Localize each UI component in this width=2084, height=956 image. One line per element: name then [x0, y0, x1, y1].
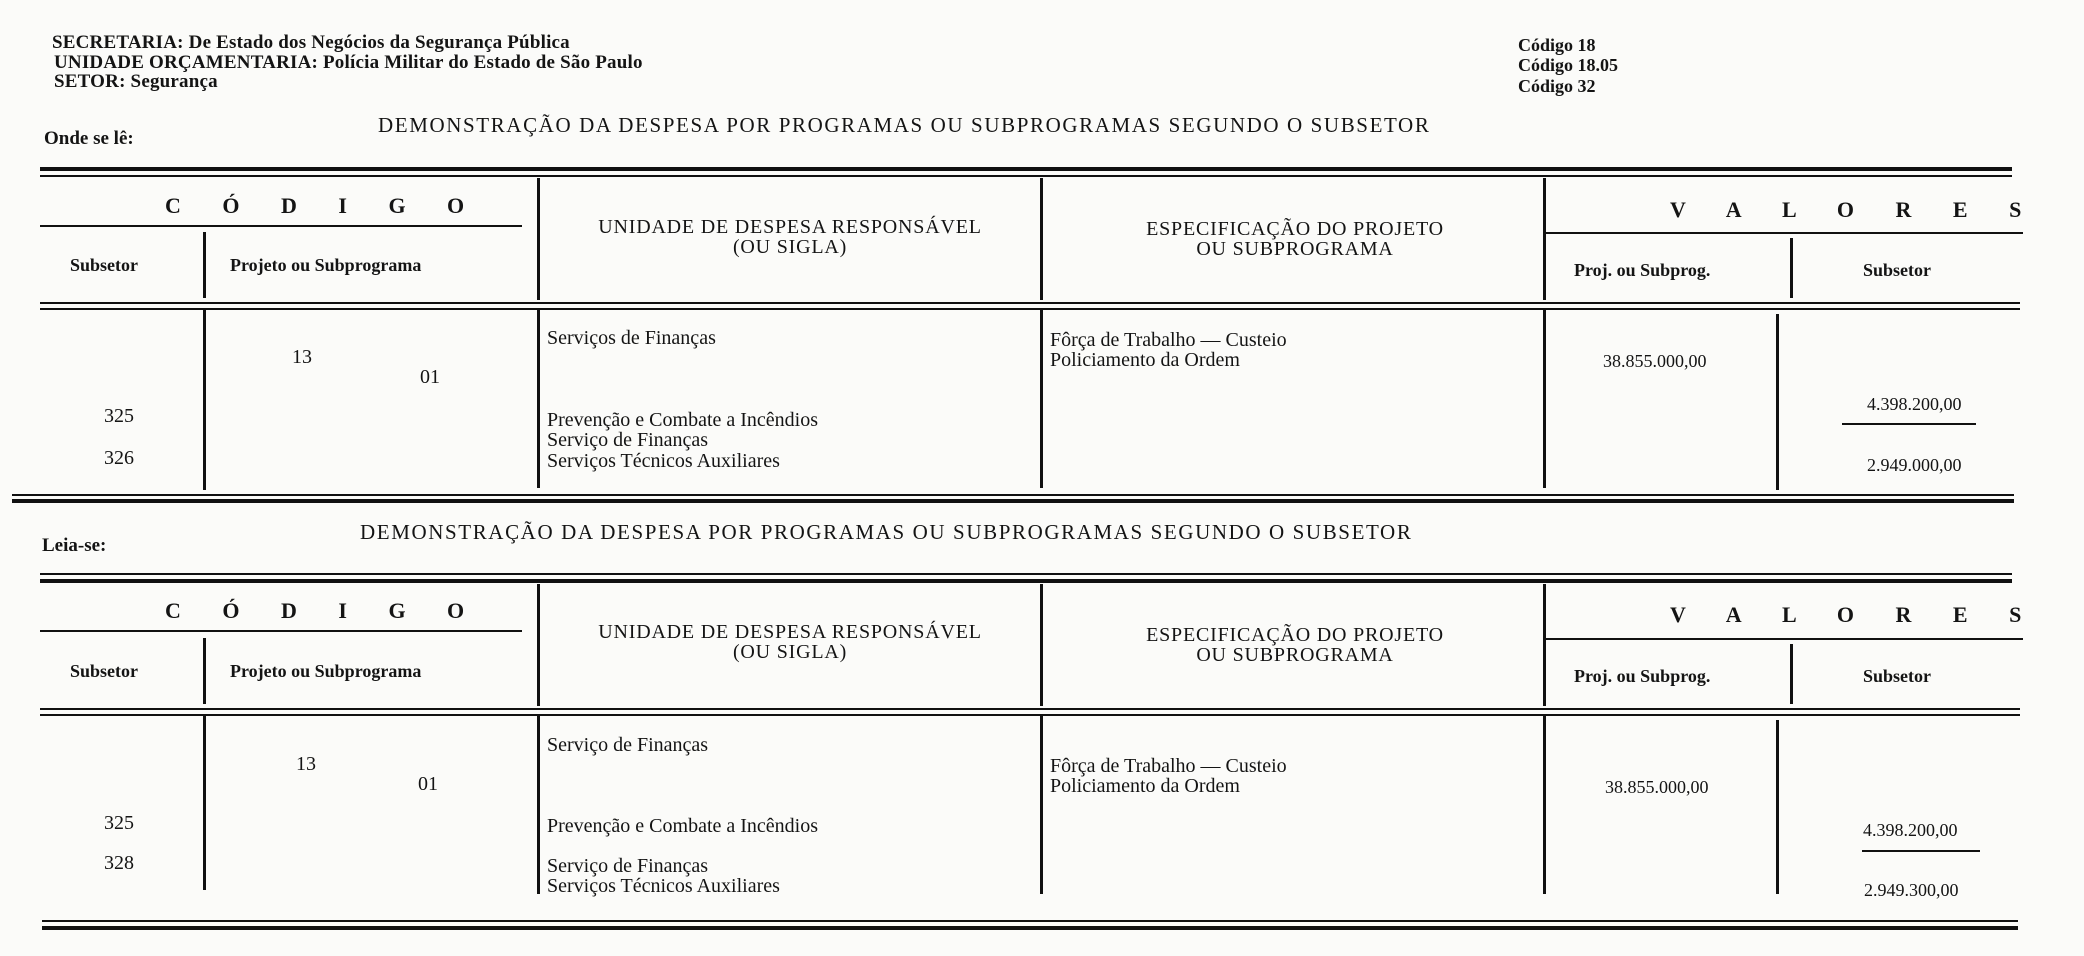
section2-valores-header: V A L O R E S — [1670, 602, 2040, 627]
section2-vline-valores-header — [1543, 584, 1546, 706]
section2-unidade-header: UNIDADE DE DESPESA RESPONSÁVEL (OU SIGLA) — [598, 621, 982, 663]
section2-vline-unidade-header — [537, 584, 540, 706]
codigo-unidade: Código 18.05 — [1518, 55, 1619, 75]
section2-vline-valores-body — [1543, 714, 1546, 894]
section1-especificacao-2: Policiamento da Ordem — [1050, 349, 1240, 371]
section1-subsetor-code-1: 325 — [104, 405, 134, 427]
section1-vline-subsetor-body — [203, 308, 206, 490]
section1-especificacao-1: Fôrça de Trabalho — Custeio — [1050, 329, 1287, 351]
section2-bottom-rule-thick — [42, 926, 2018, 930]
section2-vline-unidade-body — [537, 714, 540, 894]
setor-line: SETOR: Segurança — [54, 71, 218, 92]
section2-subprograma-code: 01 — [418, 773, 438, 795]
section2-unidade-2: Prevenção e Combate a Incêndios — [547, 815, 819, 837]
codigo-secretaria: Código 18 — [1518, 35, 1596, 55]
section2-especificacao-header: ESPECIFICAÇÃO DO PROJETO OU SUBPROGRAMA — [1146, 624, 1444, 666]
section1-proj-valor: 38.855.000,00 — [1603, 351, 1707, 371]
unidade-orcamentaria-line: UNIDADE ORÇAMENTARIA: Polícia Militar do Estado de São Paulo — [54, 52, 643, 73]
secretaria-line: SECRETARIA: De Estado dos Negócios da Segurança Pública — [52, 32, 570, 53]
section2-unidade-3: Serviço de Finanças — [547, 855, 709, 877]
section2-header-rule-thin — [40, 714, 2020, 716]
section1-subsetor-valor-1: 4.398.200,00 — [1867, 394, 1962, 414]
section1-subsetor-valor-2: 2.949.000,00 — [1867, 455, 1962, 475]
section1-vline-unidade-header — [537, 178, 540, 300]
leia-se-label: Leia-se: — [42, 535, 107, 556]
section2-vline-subsetor-header — [203, 638, 206, 704]
section1-unidade-2: Prevenção e Combate a Incêndios — [547, 409, 819, 431]
section1-header-rule — [40, 302, 2020, 304]
section2-subsetor-code-2: 328 — [104, 852, 134, 874]
section1-subprograma-code: 01 — [420, 366, 440, 388]
section1-projeto-col-header: Projeto ou Subprograma — [230, 255, 422, 275]
section1-unidade-header: UNIDADE DE DESPESA RESPONSÁVEL (OU SIGLA) — [598, 216, 982, 258]
section2-vline-proj-header — [1790, 644, 1793, 704]
section2-bottom-rule-thin — [42, 920, 2018, 922]
section1-bottom-rule-thick — [12, 499, 2014, 503]
section1-vline-subsetor-header — [203, 232, 206, 298]
onde-se-le-label: Onde se lê: — [44, 128, 134, 149]
section2-top-rule-thin — [40, 573, 2012, 575]
section2-title: DEMONSTRAÇÃO DA DESPESA POR PROGRAMAS OU SUBPROGRAMAS SEGUNDO O SUBSETOR — [360, 520, 1413, 544]
section2-unidade-4: Serviços Técnicos Auxiliares — [547, 875, 780, 897]
section1-top-rule-thick — [40, 167, 2012, 171]
section1-bottom-rule-thin — [12, 494, 2014, 496]
section2-vline-subsetor-body — [203, 714, 206, 890]
section1-programa-code: 13 — [292, 346, 312, 368]
section1-codigo-header: C Ó D I G O — [165, 193, 483, 218]
section1-vline-espec-body — [1040, 308, 1043, 488]
section2-subtotal-underline — [1862, 850, 1980, 852]
section1-title: DEMONSTRAÇÃO DA DESPESA POR PROGRAMAS OU SUBPROGRAMAS SEGUNDO O SUBSETOR — [378, 113, 1431, 137]
section2-codigo-header: C Ó D I G O — [165, 598, 483, 623]
section1-top-rule-thin — [40, 175, 2012, 177]
section1-especificacao-header: ESPECIFICAÇÃO DO PROJETO OU SUBPROGRAMA — [1146, 218, 1444, 260]
section1-vline-valores-header — [1543, 178, 1546, 300]
section2-header-rule — [40, 708, 2020, 710]
section1-subsetor-col-header: Subsetor — [70, 255, 139, 275]
section2-proj-subprog-col-header: Proj. ou Subprog. — [1574, 666, 1711, 686]
section1-subsetor-valor-col-header: Subsetor — [1863, 260, 1932, 280]
section2-subsetor-code-1: 325 — [104, 812, 134, 834]
section1-vline-espec-header — [1040, 178, 1043, 300]
section1-vline-proj-header — [1790, 238, 1793, 298]
section1-valores-header: V A L O R E S — [1670, 197, 2040, 222]
section2-proj-valor: 38.855.000,00 — [1605, 777, 1709, 797]
section2-subsetor-valor-col-header: Subsetor — [1863, 666, 1932, 686]
section1-valores-underline — [1543, 232, 2023, 234]
section2-programa-code: 13 — [296, 753, 316, 775]
section1-unidade-4: Serviços Técnicos Auxiliares — [547, 450, 780, 472]
section2-vline-espec-body — [1040, 714, 1043, 894]
section2-vline-espec-header — [1040, 584, 1043, 706]
section2-unidade-1: Serviço de Finanças — [547, 734, 709, 756]
section1-header-rule-thin — [40, 308, 2020, 310]
section1-vline-unidade-body — [537, 308, 540, 488]
section2-especificacao-1: Fôrça de Trabalho — Custeio — [1050, 755, 1287, 777]
section2-subsetor-valor-2: 2.949.300,00 — [1864, 880, 1959, 900]
section2-especificacao-2: Policiamento da Ordem — [1050, 775, 1240, 797]
section2-subsetor-valor-1: 4.398.200,00 — [1863, 820, 1958, 840]
section1-proj-subprog-col-header: Proj. ou Subprog. — [1574, 260, 1711, 280]
section1-codigo-underline — [40, 225, 522, 227]
section2-codigo-underline — [40, 630, 522, 632]
section2-vline-proj-body — [1776, 720, 1779, 894]
section1-vline-valores-body — [1543, 308, 1546, 488]
section2-valores-underline — [1543, 638, 2023, 640]
section1-unidade-3: Serviço de Finanças — [547, 429, 709, 451]
section1-vline-proj-body — [1776, 314, 1779, 490]
section1-subsetor-code-2: 326 — [104, 447, 134, 469]
section1-subtotal-underline — [1842, 423, 1976, 425]
section2-top-rule-thick — [40, 579, 2012, 583]
codigo-setor: Código 32 — [1518, 76, 1596, 96]
section1-unidade-1: Serviços de Finanças — [547, 327, 716, 349]
section2-projeto-col-header: Projeto ou Subprograma — [230, 661, 422, 681]
section2-subsetor-col-header: Subsetor — [70, 661, 139, 681]
